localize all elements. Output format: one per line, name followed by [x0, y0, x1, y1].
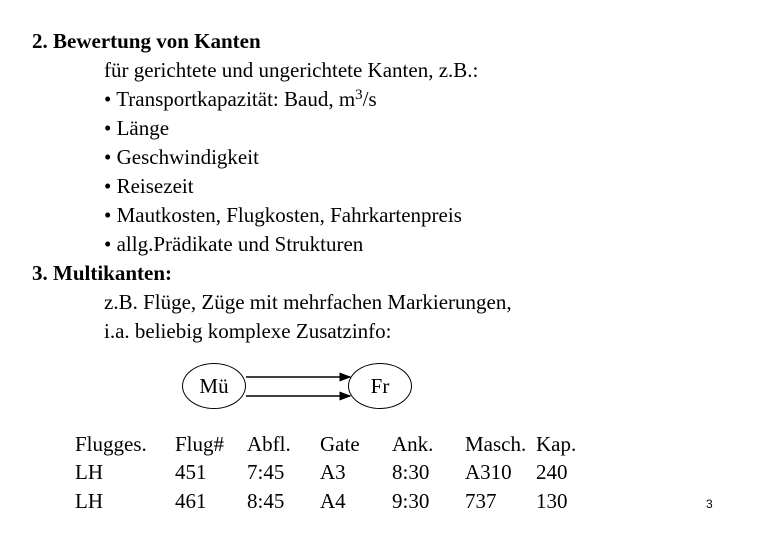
cell-flight-number: 461	[175, 489, 207, 513]
bullet-superscript: 3	[355, 87, 363, 103]
section-3-line-1: z.B. Flüge, Züge mit mehrfachen Markierungen,	[104, 290, 512, 314]
section-2-heading: 2. Bewertung von Kanten	[32, 29, 261, 53]
header-flight-number: Flug#	[175, 432, 225, 456]
cell-airline: LH	[75, 489, 103, 513]
cell-airline: LH	[75, 460, 103, 484]
header-arrival: Ank.	[392, 432, 434, 456]
header-gate: Gate	[320, 432, 360, 456]
cell-arrival: 9:30	[392, 489, 430, 513]
cell-departure: 7:45	[247, 460, 285, 484]
cell-aircraft: 737	[465, 489, 497, 513]
bullet-suffix: /s	[362, 87, 377, 111]
header-aircraft: Masch.	[465, 432, 527, 456]
cell-capacity: 130	[536, 489, 568, 513]
header-airline: Flugges.	[75, 432, 147, 456]
cell-arrival: 8:30	[392, 460, 430, 484]
bullet-length: • Länge	[104, 116, 170, 140]
cell-flight-number: 451	[175, 460, 207, 484]
bullet-predicates: • allg.Prädikate und Strukturen	[104, 232, 364, 256]
bullet-travel-time: • Reisezeit	[104, 174, 194, 198]
section-3-line-2: i.a. beliebig komplexe Zusatzinfo:	[104, 319, 392, 343]
cell-capacity: 240	[536, 460, 568, 484]
section-3-heading: 3. Multikanten:	[32, 261, 173, 285]
graph-node-mu-label: Mü	[199, 373, 229, 398]
page-number: 3	[706, 497, 713, 511]
header-capacity: Kap.	[536, 432, 577, 456]
header-departure: Abfl.	[247, 432, 291, 456]
bullet-costs: • Mautkosten, Flugkosten, Fahrkartenpreis	[104, 203, 462, 227]
cell-gate: A4	[320, 489, 346, 513]
cell-departure: 8:45	[247, 489, 285, 513]
cell-gate: A3	[320, 460, 346, 484]
graph-node-fr-label: Fr	[370, 373, 390, 398]
bullet-speed: • Geschwindigkeit	[104, 145, 259, 169]
section-2-intro: für gerichtete und ungerichtete Kanten, z.B.:	[104, 58, 479, 82]
bullet-text: • Transportkapazität: Baud, m	[104, 87, 356, 111]
cell-aircraft: A310	[465, 460, 512, 484]
